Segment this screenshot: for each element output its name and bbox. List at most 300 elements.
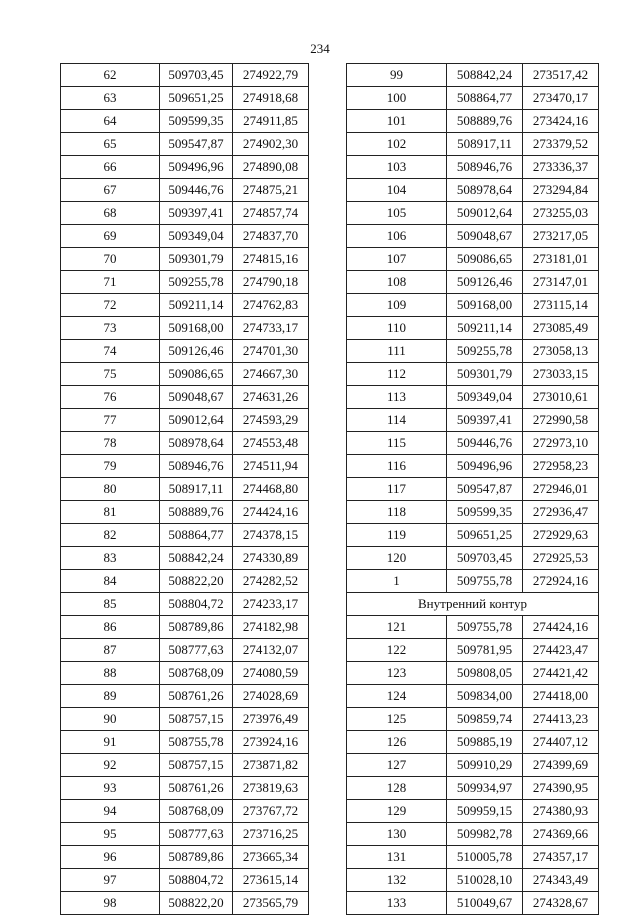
point-number: 1 <box>347 570 447 593</box>
y-coordinate: 274182,98 <box>233 616 309 639</box>
y-coordinate: 273294,84 <box>523 179 599 202</box>
point-number: 76 <box>61 386 160 409</box>
y-coordinate: 273665,34 <box>233 846 309 869</box>
point-number: 132 <box>347 869 447 892</box>
x-coordinate: 509126,46 <box>160 340 233 363</box>
table-row <box>61 64 309 87</box>
point-number: 100 <box>347 87 447 110</box>
point-number: 94 <box>61 800 160 823</box>
y-coordinate: 274390,95 <box>523 777 599 800</box>
point-number: 109 <box>347 294 447 317</box>
point-number: 99 <box>347 64 447 87</box>
y-coordinate: 272973,10 <box>523 432 599 455</box>
x-coordinate: 509048,67 <box>447 225 523 248</box>
y-coordinate: 273767,72 <box>233 800 309 823</box>
x-coordinate: 509012,64 <box>447 202 523 225</box>
y-coordinate: 274233,17 <box>233 593 309 616</box>
table-row <box>61 892 309 915</box>
table-row <box>61 501 309 524</box>
y-coordinate: 272925,53 <box>523 547 599 570</box>
x-coordinate: 509397,41 <box>160 202 233 225</box>
x-coordinate: 508917,11 <box>160 478 233 501</box>
left-table-body <box>61 64 309 915</box>
x-coordinate: 508789,86 <box>160 846 233 869</box>
y-coordinate: 274330,89 <box>233 547 309 570</box>
point-number: 70 <box>61 248 160 271</box>
table-row <box>347 524 599 547</box>
y-coordinate: 272990,58 <box>523 409 599 432</box>
point-number: 105 <box>347 202 447 225</box>
table-row <box>61 386 309 409</box>
y-coordinate: 273085,49 <box>523 317 599 340</box>
y-coordinate: 273565,79 <box>233 892 309 915</box>
x-coordinate: 508864,77 <box>160 524 233 547</box>
x-coordinate: 509651,25 <box>160 87 233 110</box>
y-coordinate: 273181,01 <box>523 248 599 271</box>
x-coordinate: 508842,24 <box>447 64 523 87</box>
y-coordinate: 274380,93 <box>523 800 599 823</box>
y-coordinate: 274762,83 <box>233 294 309 317</box>
x-coordinate: 509126,46 <box>447 271 523 294</box>
x-coordinate: 509446,76 <box>447 432 523 455</box>
table-row <box>347 662 599 685</box>
y-coordinate: 274875,21 <box>233 179 309 202</box>
table-row <box>61 363 309 386</box>
x-coordinate: 508757,15 <box>160 754 233 777</box>
y-coordinate: 274407,12 <box>523 731 599 754</box>
point-number: 92 <box>61 754 160 777</box>
table-row <box>61 87 309 110</box>
x-coordinate: 509982,78 <box>447 823 523 846</box>
point-number: 67 <box>61 179 160 202</box>
y-coordinate: 274369,66 <box>523 823 599 846</box>
x-coordinate: 509211,14 <box>447 317 523 340</box>
x-coordinate: 509703,45 <box>160 64 233 87</box>
section-header-row <box>347 593 599 616</box>
point-number: 116 <box>347 455 447 478</box>
table-row <box>347 64 599 87</box>
x-coordinate: 508864,77 <box>447 87 523 110</box>
table-row <box>347 570 599 593</box>
point-number: 89 <box>61 685 160 708</box>
x-coordinate: 508757,15 <box>160 708 233 731</box>
point-number: 96 <box>61 846 160 869</box>
y-coordinate: 274631,26 <box>233 386 309 409</box>
point-number: 129 <box>347 800 447 823</box>
y-coordinate: 272924,16 <box>523 570 599 593</box>
point-number: 93 <box>61 777 160 800</box>
y-coordinate: 274424,16 <box>523 616 599 639</box>
y-coordinate: 273217,05 <box>523 225 599 248</box>
y-coordinate: 274890,08 <box>233 156 309 179</box>
table-row <box>61 202 309 225</box>
right-table-body-inner <box>347 616 599 915</box>
point-number: 114 <box>347 409 447 432</box>
point-number: 131 <box>347 846 447 869</box>
table-row <box>347 110 599 133</box>
y-coordinate: 274418,00 <box>523 685 599 708</box>
table-row <box>61 869 309 892</box>
table-row <box>347 892 599 915</box>
point-number: 63 <box>61 87 160 110</box>
table-row <box>347 156 599 179</box>
x-coordinate: 509959,15 <box>447 800 523 823</box>
table-row <box>61 432 309 455</box>
point-number: 107 <box>347 248 447 271</box>
x-coordinate: 509446,76 <box>160 179 233 202</box>
inner-contour-title: Внутренний контур <box>347 593 599 616</box>
table-row <box>61 754 309 777</box>
x-coordinate: 509599,35 <box>447 501 523 524</box>
table-row <box>347 386 599 409</box>
y-coordinate: 273336,37 <box>523 156 599 179</box>
y-coordinate: 274399,69 <box>523 754 599 777</box>
x-coordinate: 509086,65 <box>447 248 523 271</box>
left-coordinates-table <box>60 63 309 915</box>
table-row <box>347 271 599 294</box>
point-number: 81 <box>61 501 160 524</box>
table-row <box>61 547 309 570</box>
x-coordinate: 508822,20 <box>160 892 233 915</box>
point-number: 69 <box>61 225 160 248</box>
x-coordinate: 509255,78 <box>447 340 523 363</box>
y-coordinate: 274328,67 <box>523 892 599 915</box>
table-row <box>61 708 309 731</box>
table-row <box>347 685 599 708</box>
y-coordinate: 274902,30 <box>233 133 309 156</box>
table-row <box>347 846 599 869</box>
table-row <box>61 639 309 662</box>
table-row <box>61 225 309 248</box>
table-row <box>61 731 309 754</box>
table-row <box>347 708 599 731</box>
y-coordinate: 273615,14 <box>233 869 309 892</box>
x-coordinate: 510049,67 <box>447 892 523 915</box>
x-coordinate: 509781,95 <box>447 639 523 662</box>
x-coordinate: 509255,78 <box>160 271 233 294</box>
x-coordinate: 509168,00 <box>447 294 523 317</box>
table-row <box>347 754 599 777</box>
point-number: 88 <box>61 662 160 685</box>
point-number: 123 <box>347 662 447 685</box>
point-number: 113 <box>347 386 447 409</box>
point-number: 127 <box>347 754 447 777</box>
x-coordinate: 509651,25 <box>447 524 523 547</box>
table-row <box>347 616 599 639</box>
table-row <box>347 179 599 202</box>
y-coordinate: 274593,29 <box>233 409 309 432</box>
y-coordinate: 272958,23 <box>523 455 599 478</box>
point-number: 112 <box>347 363 447 386</box>
point-number: 111 <box>347 340 447 363</box>
x-coordinate: 509808,05 <box>447 662 523 685</box>
point-number: 83 <box>61 547 160 570</box>
x-coordinate: 509910,29 <box>447 754 523 777</box>
x-coordinate: 508761,26 <box>160 777 233 800</box>
table-row <box>347 547 599 570</box>
table-row <box>347 800 599 823</box>
table-row <box>347 478 599 501</box>
x-coordinate: 509211,14 <box>160 294 233 317</box>
table-row <box>61 846 309 869</box>
table-row <box>347 432 599 455</box>
x-coordinate: 508889,76 <box>160 501 233 524</box>
x-coordinate: 509048,67 <box>160 386 233 409</box>
table-row <box>61 777 309 800</box>
table-row <box>347 455 599 478</box>
table-row <box>61 455 309 478</box>
x-coordinate: 509397,41 <box>447 409 523 432</box>
x-coordinate: 509168,00 <box>160 317 233 340</box>
y-coordinate: 273716,25 <box>233 823 309 846</box>
table-row <box>347 294 599 317</box>
y-coordinate: 274413,23 <box>523 708 599 731</box>
point-number: 118 <box>347 501 447 524</box>
table-row <box>61 179 309 202</box>
y-coordinate: 274922,79 <box>233 64 309 87</box>
table-row <box>61 478 309 501</box>
table-row <box>347 777 599 800</box>
x-coordinate: 508761,26 <box>160 685 233 708</box>
x-coordinate: 509496,96 <box>160 156 233 179</box>
point-number: 95 <box>61 823 160 846</box>
point-number: 102 <box>347 133 447 156</box>
y-coordinate: 274701,30 <box>233 340 309 363</box>
point-number: 64 <box>61 110 160 133</box>
point-number: 78 <box>61 432 160 455</box>
x-coordinate: 509349,04 <box>160 225 233 248</box>
y-coordinate: 274357,17 <box>523 846 599 869</box>
y-coordinate: 274667,30 <box>233 363 309 386</box>
table-row <box>347 248 599 271</box>
point-number: 98 <box>61 892 160 915</box>
point-number: 104 <box>347 179 447 202</box>
x-coordinate: 510005,78 <box>447 846 523 869</box>
y-coordinate: 273470,17 <box>523 87 599 110</box>
y-coordinate: 274028,69 <box>233 685 309 708</box>
x-coordinate: 509834,00 <box>447 685 523 708</box>
y-coordinate: 273924,16 <box>233 731 309 754</box>
x-coordinate: 508978,64 <box>160 432 233 455</box>
x-coordinate: 508768,09 <box>160 800 233 823</box>
x-coordinate: 508804,72 <box>160 593 233 616</box>
point-number: 77 <box>61 409 160 432</box>
point-number: 74 <box>61 340 160 363</box>
y-coordinate: 272946,01 <box>523 478 599 501</box>
table-row <box>61 662 309 685</box>
right-table-body-outer <box>347 64 599 593</box>
point-number: 120 <box>347 547 447 570</box>
inner-contour-section <box>347 593 599 616</box>
table-row <box>347 87 599 110</box>
point-number: 124 <box>347 685 447 708</box>
point-number: 85 <box>61 593 160 616</box>
y-coordinate: 273424,16 <box>523 110 599 133</box>
x-coordinate: 508768,09 <box>160 662 233 685</box>
table-row <box>61 823 309 846</box>
y-coordinate: 274911,85 <box>233 110 309 133</box>
table-row <box>61 570 309 593</box>
x-coordinate: 509934,97 <box>447 777 523 800</box>
point-number: 133 <box>347 892 447 915</box>
y-coordinate: 273033,15 <box>523 363 599 386</box>
x-coordinate: 508978,64 <box>447 179 523 202</box>
point-number: 86 <box>61 616 160 639</box>
point-number: 128 <box>347 777 447 800</box>
x-coordinate: 509496,96 <box>447 455 523 478</box>
y-coordinate: 274733,17 <box>233 317 309 340</box>
x-coordinate: 508789,86 <box>160 616 233 639</box>
table-row <box>61 294 309 317</box>
y-coordinate: 274423,47 <box>523 639 599 662</box>
table-row <box>61 110 309 133</box>
x-coordinate: 509547,87 <box>160 133 233 156</box>
point-number: 126 <box>347 731 447 754</box>
point-number: 87 <box>61 639 160 662</box>
x-coordinate: 509885,19 <box>447 731 523 754</box>
x-coordinate: 509086,65 <box>160 363 233 386</box>
table-row <box>61 271 309 294</box>
point-number: 103 <box>347 156 447 179</box>
table-row <box>61 156 309 179</box>
y-coordinate: 273819,63 <box>233 777 309 800</box>
y-coordinate: 273058,13 <box>523 340 599 363</box>
x-coordinate: 508946,76 <box>160 455 233 478</box>
y-coordinate: 274132,07 <box>233 639 309 662</box>
table-row <box>61 593 309 616</box>
table-row <box>347 501 599 524</box>
table-row <box>61 248 309 271</box>
y-coordinate: 274790,18 <box>233 271 309 294</box>
table-row <box>347 202 599 225</box>
page-number: 234 <box>310 41 330 56</box>
y-coordinate: 274857,74 <box>233 202 309 225</box>
x-coordinate: 508946,76 <box>447 156 523 179</box>
point-number: 79 <box>61 455 160 478</box>
point-number: 72 <box>61 294 160 317</box>
point-number: 122 <box>347 639 447 662</box>
table-row <box>347 409 599 432</box>
x-coordinate: 508889,76 <box>447 110 523 133</box>
point-number: 97 <box>61 869 160 892</box>
y-coordinate: 274815,16 <box>233 248 309 271</box>
table-row <box>61 317 309 340</box>
table-row <box>61 524 309 547</box>
table-row <box>347 340 599 363</box>
table-row <box>61 409 309 432</box>
x-coordinate: 510028,10 <box>447 869 523 892</box>
point-number: 110 <box>347 317 447 340</box>
point-number: 108 <box>347 271 447 294</box>
point-number: 62 <box>61 64 160 87</box>
point-number: 101 <box>347 110 447 133</box>
point-number: 130 <box>347 823 447 846</box>
point-number: 119 <box>347 524 447 547</box>
y-coordinate: 273115,14 <box>523 294 599 317</box>
point-number: 65 <box>61 133 160 156</box>
table-row <box>61 616 309 639</box>
table-row <box>61 800 309 823</box>
point-number: 106 <box>347 225 447 248</box>
point-number: 68 <box>61 202 160 225</box>
x-coordinate: 509301,79 <box>447 363 523 386</box>
point-number: 117 <box>347 478 447 501</box>
y-coordinate: 274421,42 <box>523 662 599 685</box>
y-coordinate: 274837,70 <box>233 225 309 248</box>
point-number: 90 <box>61 708 160 731</box>
table-row <box>347 133 599 156</box>
x-coordinate: 509755,78 <box>447 570 523 593</box>
x-coordinate: 509703,45 <box>447 547 523 570</box>
x-coordinate: 508777,63 <box>160 639 233 662</box>
table-row <box>61 340 309 363</box>
y-coordinate: 274282,52 <box>233 570 309 593</box>
point-number: 115 <box>347 432 447 455</box>
point-number: 73 <box>61 317 160 340</box>
y-coordinate: 273379,52 <box>523 133 599 156</box>
point-number: 80 <box>61 478 160 501</box>
x-coordinate: 508777,63 <box>160 823 233 846</box>
table-row <box>347 317 599 340</box>
point-number: 121 <box>347 616 447 639</box>
y-coordinate: 274511,94 <box>233 455 309 478</box>
x-coordinate: 509301,79 <box>160 248 233 271</box>
x-coordinate: 509547,87 <box>447 478 523 501</box>
x-coordinate: 509755,78 <box>447 616 523 639</box>
point-number: 125 <box>347 708 447 731</box>
y-coordinate: 274553,48 <box>233 432 309 455</box>
table-row <box>61 685 309 708</box>
y-coordinate: 273871,82 <box>233 754 309 777</box>
table-row <box>347 823 599 846</box>
point-number: 75 <box>61 363 160 386</box>
x-coordinate: 508755,78 <box>160 731 233 754</box>
y-coordinate: 272936,47 <box>523 501 599 524</box>
y-coordinate: 274080,59 <box>233 662 309 685</box>
table-row <box>347 225 599 248</box>
x-coordinate: 509859,74 <box>447 708 523 731</box>
point-number: 84 <box>61 570 160 593</box>
x-coordinate: 509349,04 <box>447 386 523 409</box>
point-number: 66 <box>61 156 160 179</box>
y-coordinate: 273517,42 <box>523 64 599 87</box>
x-coordinate: 509012,64 <box>160 409 233 432</box>
y-coordinate: 274468,80 <box>233 478 309 501</box>
right-coordinates-table <box>346 63 599 915</box>
x-coordinate: 508842,24 <box>160 547 233 570</box>
y-coordinate: 274343,49 <box>523 869 599 892</box>
x-coordinate: 508917,11 <box>447 133 523 156</box>
y-coordinate: 274378,15 <box>233 524 309 547</box>
point-number: 91 <box>61 731 160 754</box>
table-row <box>347 363 599 386</box>
y-coordinate: 274918,68 <box>233 87 309 110</box>
table-row <box>347 639 599 662</box>
table-row <box>61 133 309 156</box>
point-number: 82 <box>61 524 160 547</box>
point-number: 71 <box>61 271 160 294</box>
y-coordinate: 274424,16 <box>233 501 309 524</box>
table-row <box>347 869 599 892</box>
y-coordinate: 273010,61 <box>523 386 599 409</box>
x-coordinate: 508822,20 <box>160 570 233 593</box>
y-coordinate: 272929,63 <box>523 524 599 547</box>
y-coordinate: 273147,01 <box>523 271 599 294</box>
x-coordinate: 509599,35 <box>160 110 233 133</box>
y-coordinate: 273255,03 <box>523 202 599 225</box>
table-row <box>347 731 599 754</box>
x-coordinate: 508804,72 <box>160 869 233 892</box>
